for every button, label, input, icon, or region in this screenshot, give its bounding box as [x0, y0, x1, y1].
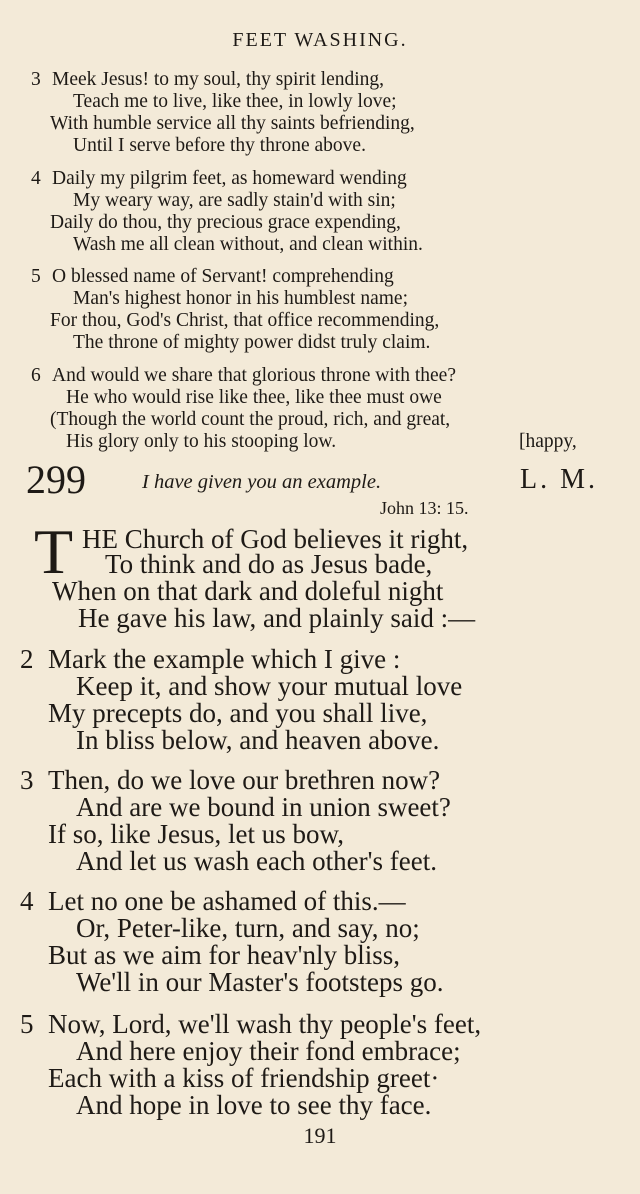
- verse-line: To think and do as Jesus bade,: [105, 549, 433, 579]
- verse-line: The throne of mighty power didst truly claim.: [73, 332, 431, 353]
- verse-line: His glory only to his stooping low.: [66, 431, 337, 452]
- verse-line: We'll in our Master's footsteps go.: [76, 967, 444, 997]
- verse-line: My weary way, are sadly stain'd with sin;: [73, 190, 396, 211]
- hymn-number: 299: [26, 457, 86, 502]
- verse-line: For thou, God's Christ, that office recommending,: [50, 310, 440, 331]
- verse-line: (Though the world count the proud, rich, and great,: [50, 409, 451, 430]
- verse-line: He gave his law, and plainly said :—: [78, 603, 476, 633]
- verse-line: Until I serve before thy throne above.: [73, 135, 366, 156]
- verse-line: Teach me to live, like thee, in lowly love;: [73, 91, 397, 112]
- verse-line: And would we share that glorious throne with thee?: [52, 365, 456, 386]
- verse-line: He who would rise like thee, like thee must owe: [66, 387, 442, 408]
- verse-line: And are we bound in union sweet?: [76, 792, 451, 822]
- verse-line: If so, like Jesus, let us bow,: [48, 819, 344, 849]
- verse-line: O blessed name of Servant! comprehending: [52, 266, 394, 287]
- verse-line: And here enjoy their fond embrace;: [76, 1036, 461, 1066]
- stanza-number: 4: [31, 168, 41, 189]
- stanza-number: 5: [31, 266, 41, 287]
- verse-line: Or, Peter-like, turn, and say, no;: [76, 913, 420, 943]
- stanza-number: 2: [20, 644, 34, 674]
- verse-line: When on that dark and doleful night: [52, 576, 444, 606]
- verse-line: With humble service all thy saints befriending,: [50, 113, 415, 134]
- turnover-word: [happy,: [519, 431, 577, 452]
- hymn-title: I have given you an example.: [142, 471, 382, 493]
- stanza-number: 5: [20, 1009, 34, 1039]
- hymn-meter: L. M.: [520, 464, 598, 495]
- verse-line: Man's highest honor in his humblest name;: [73, 288, 408, 309]
- drop-cap: T: [34, 516, 74, 587]
- stanza-number: 4: [20, 886, 34, 916]
- stanza-number: 6: [31, 365, 41, 386]
- verse-line: Daily my pilgrim feet, as homeward wending: [52, 168, 407, 189]
- verse-line: Let no one be ashamed of this.—: [48, 886, 406, 916]
- verse-line: Then, do we love our brethren now?: [48, 765, 441, 795]
- verse-line: Each with a kiss of friendship greet·: [48, 1063, 440, 1093]
- verse-line: Now, Lord, we'll wash thy people's feet,: [48, 1009, 482, 1039]
- running-title: FEET WASHING.: [232, 29, 408, 51]
- verse-line: And let us wash each other's feet.: [76, 846, 437, 876]
- scripture-reference: John 13: 15.: [380, 498, 469, 518]
- verse-line: In bliss below, and heaven above.: [76, 725, 440, 755]
- verse-line: Keep it, and show your mutual love: [76, 671, 463, 701]
- stanza-number: 3: [20, 765, 34, 795]
- stanza-number: 3: [31, 69, 41, 90]
- verse-line: Mark the example which I give :: [48, 644, 401, 674]
- verse-line: Daily do thou, thy precious grace expending,: [50, 212, 401, 233]
- page-number: 191: [303, 1123, 337, 1148]
- verse-line: Wash me all clean without, and clean within.: [73, 234, 423, 255]
- verse-line: HE Church of God believes it right,: [82, 524, 469, 554]
- verse-line: And hope in love to see thy face.: [76, 1090, 432, 1120]
- verse-line: But as we aim for heav'nly bliss,: [48, 940, 401, 970]
- verse-line: Meek Jesus! to my soul, thy spirit lending,: [52, 69, 385, 90]
- verse-line: My precepts do, and you shall live,: [48, 698, 428, 728]
